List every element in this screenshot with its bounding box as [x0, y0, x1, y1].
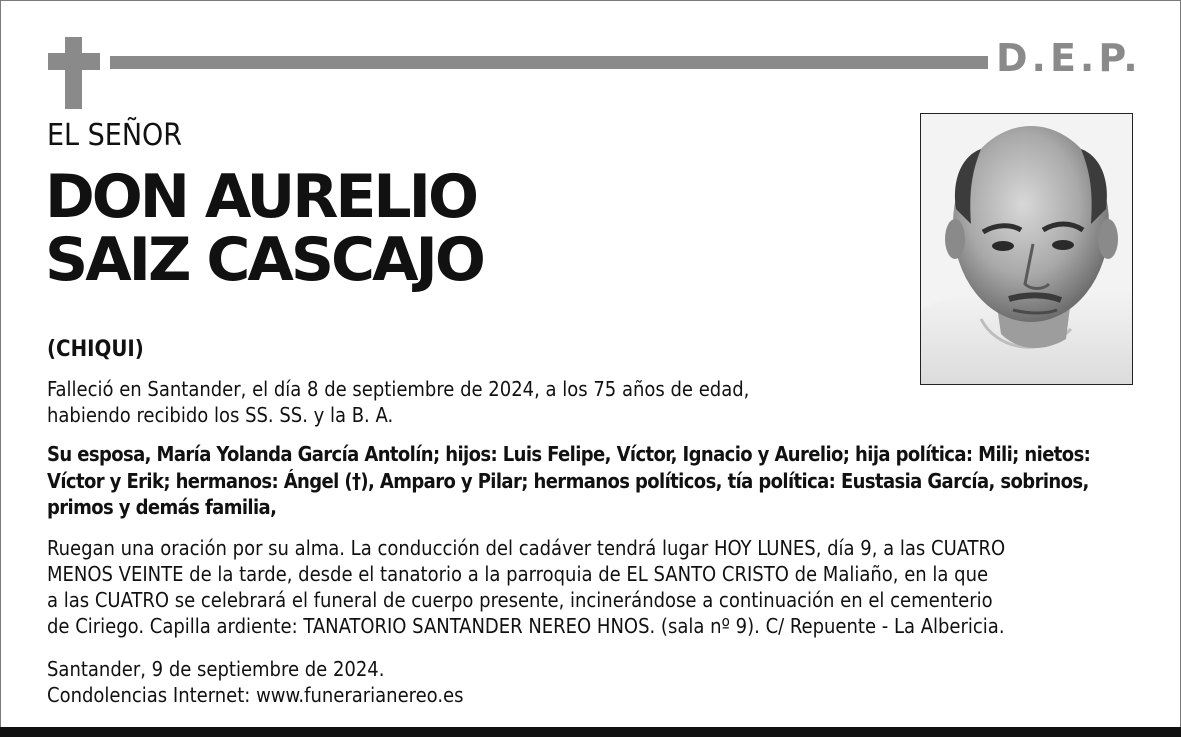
funeral-line: de Ciriego. Capilla ardiente: TANATORIO SANTANDER NEREO HNOS. (sala nº 9). C/ Repuente - La Albericia. [47, 614, 1005, 638]
family-paragraph [47, 441, 1147, 521]
header-rule [110, 56, 988, 69]
funeral-line: MENOS VEINTE de la tarde, desde el tanatorio a la parroquia de EL SANTO CRISTO de Maliaño, en la que [47, 562, 989, 586]
date-place-line: Santander, 9 de septiembre de 2024. [47, 657, 385, 681]
cross-icon [48, 37, 100, 109]
announcement-line: habiendo recibido los SS. SS. y la B. A. [47, 403, 394, 427]
bottom-border-bar [0, 727, 1181, 737]
nickname: (CHIQUI) [47, 337, 144, 362]
announcement-line: Falleció en Santander, el día 8 de septiembre de 2024, a los 75 años de edad, [47, 377, 750, 401]
portrait-photo [920, 113, 1133, 385]
funeral-paragraph [47, 535, 1147, 639]
name-line-1: DON AURELIO [45, 162, 476, 232]
condolences-line: Condolencias Internet: www.funerarianereo.es [47, 683, 464, 707]
honorific: EL SEÑOR [47, 118, 183, 153]
footer-paragraph [47, 656, 947, 708]
dep-badge: D.E.P. [996, 36, 1142, 80]
family-line: primos y demás familia, [47, 495, 277, 519]
family-line: Víctor y Erik; hermanos: Ángel (†), Amparo y Pilar; hermanos políticos, tía política: Eustasia García, sobrinos, [47, 468, 1089, 493]
funeral-line: a las CUATRO se celebrará el funeral de cuerpo presente, incinerándose a continuación en el cementerio [47, 588, 993, 612]
announcement-paragraph [47, 376, 847, 428]
name-line-2: SAIZ CASCAJO [45, 225, 483, 295]
deceased-name [45, 162, 483, 295]
funeral-line: Ruegan una oración por su alma. La conducción del cadáver tendrá lugar HOY LUNES, día 9, a las CUATRO [47, 536, 1006, 560]
family-line: Su esposa, María Yolanda García Antolín; hijos: Luis Felipe, Víctor, Ignacio y Aurelio; hija política: Mili; nietos: [47, 442, 1091, 466]
